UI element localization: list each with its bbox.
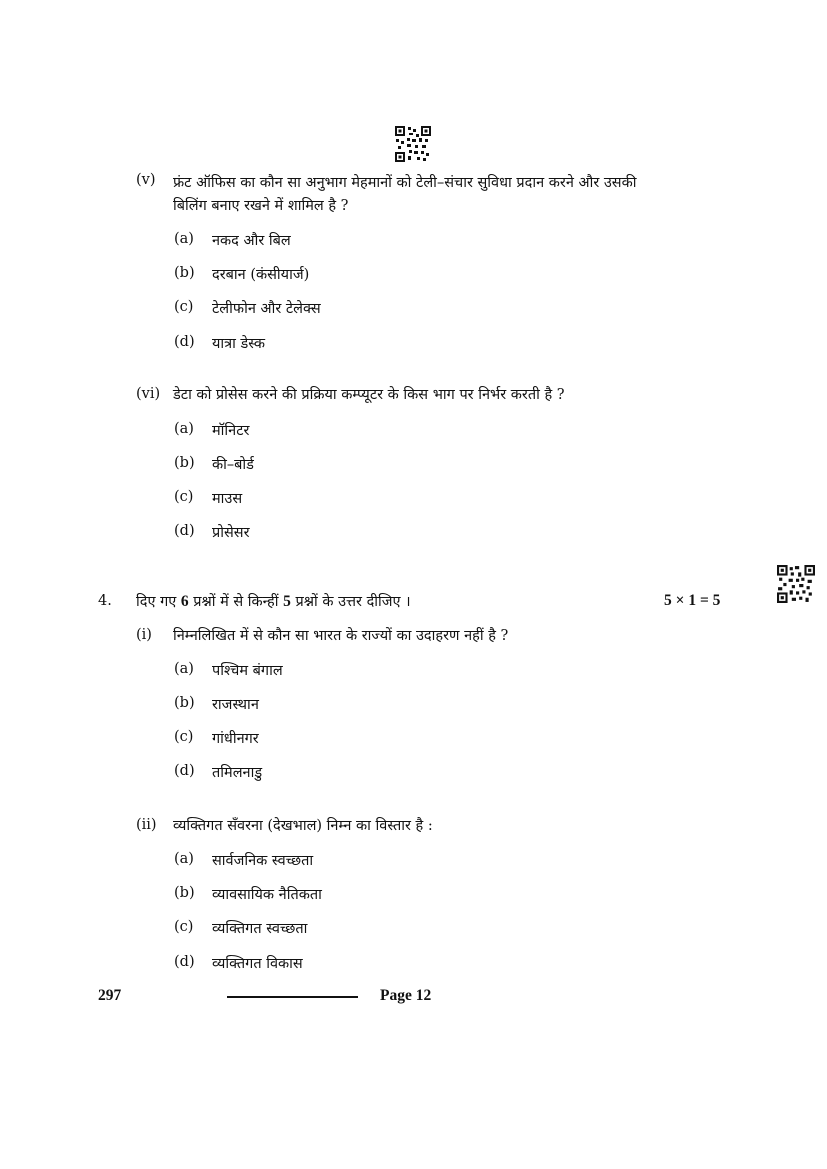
footer-rule: [227, 996, 358, 998]
question-number: (i): [136, 627, 152, 643]
option-text: पश्चिम बंगाल: [212, 663, 283, 679]
question-text: व्यक्तिगत सँवरना (देखभाल) निम्न का विस्तार है :: [173, 818, 433, 834]
option-text: गांधीनगर: [212, 731, 259, 747]
qr-code-side: [777, 565, 815, 603]
instruction-mid: प्रश्नों में से किन्हीं: [193, 594, 279, 610]
option-label: (d): [174, 954, 195, 970]
option-label: (b): [174, 265, 195, 281]
option-label: (d): [174, 523, 195, 539]
paper-code: 297: [98, 987, 122, 1004]
option-label: (d): [174, 763, 195, 779]
option-text: सार्वजनिक स्वच्छता: [212, 853, 314, 869]
question-number: (ii): [136, 817, 157, 833]
page-number: Page 12: [380, 987, 432, 1004]
option-text: यात्रा डेस्क: [212, 336, 266, 352]
option-text: टेलीफोन और टेलेक्स: [212, 301, 321, 317]
option-text: माउस: [212, 491, 243, 507]
option-text: प्रोसेसर: [212, 525, 250, 541]
instruction-post: प्रश्नों के उत्तर दीजिए ।: [295, 594, 411, 610]
option-label: (b): [174, 885, 195, 901]
instruction-count-answer: 5: [283, 593, 291, 610]
question-text-line1: फ्रंट ऑफिस का कौन सा अनुभाग मेहमानों को टेली–संचार सुविधा प्रदान करने और उसकी: [173, 175, 637, 191]
option-text: की–बोर्ड: [212, 457, 254, 473]
option-text: मॉनिटर: [212, 423, 250, 439]
option-label: (b): [174, 695, 195, 711]
option-text: व्यावसायिक नैतिकता: [212, 887, 322, 903]
question-number: (v): [136, 172, 156, 188]
question-text: डेटा को प्रोसेस करने की प्रक्रिया कम्प्यूटर के किस भाग पर निर्भर करती है ?: [173, 387, 565, 403]
instruction-pre: दिए गए: [136, 594, 177, 610]
section-marks: 5 × 1 = 5: [664, 592, 721, 609]
option-label: (a): [174, 661, 194, 677]
option-label: (a): [174, 231, 194, 247]
question-text-line2: बिलिंग बनाए रखने में शामिल है ?: [173, 198, 349, 214]
option-text: नकद और बिल: [212, 233, 291, 249]
option-label: (c): [174, 299, 194, 315]
option-text: व्यक्तिगत विकास: [212, 956, 303, 972]
option-text: तमिलनाडु: [212, 765, 263, 781]
qr-code-top: [395, 126, 431, 162]
option-text: व्यक्तिगत स्वच्छता: [212, 921, 308, 937]
option-label: (b): [174, 455, 195, 471]
section-instruction: [136, 591, 411, 611]
option-text: दरबान (कंसीयार्ज): [212, 267, 310, 283]
option-text: राजस्थान: [212, 697, 259, 713]
question-text: निम्नलिखित में से कौन सा भारत के राज्यों का उदाहरण नहीं है ?: [173, 628, 509, 644]
option-label: (a): [174, 851, 194, 867]
option-label: (c): [174, 919, 194, 935]
instruction-count-total: 6: [180, 593, 189, 610]
question-number: (vi): [136, 386, 161, 402]
section-number: 4.: [98, 593, 112, 609]
option-label: (c): [174, 729, 194, 745]
option-label: (a): [174, 421, 194, 437]
option-label: (c): [174, 489, 194, 505]
option-label: (d): [174, 334, 195, 350]
